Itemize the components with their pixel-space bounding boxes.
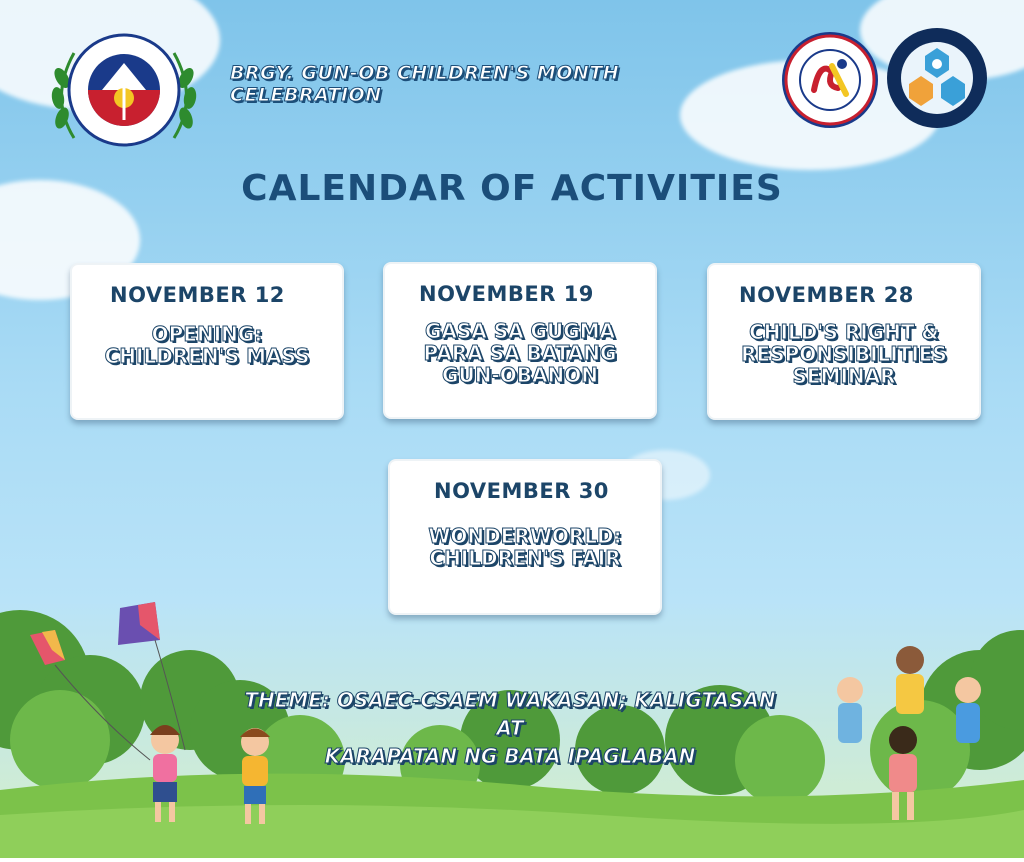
- sk-logo: [780, 30, 880, 130]
- activity-card: [70, 263, 344, 420]
- barangay-official-seal: [44, 28, 204, 156]
- activity-card: [707, 263, 981, 420]
- bcpc-logo: [885, 26, 989, 130]
- activity-date: NOVEMBER 30: [434, 479, 609, 503]
- activity-date: NOVEMBER 28: [739, 283, 914, 307]
- activity-event: GASA SA GUGMA PARA SA BATANG GUN-OBANON: [423, 319, 617, 387]
- activity-event: CHILD'S RIGHT & RESPONSIBILITIES SEMINAR: [741, 320, 947, 388]
- activity-event: OPENING: CHILDREN'S MASS: [104, 322, 310, 368]
- activity-card: [383, 262, 657, 419]
- theme-text: THEME: OSAEC-CSAEM WAKASAN; KALIGTASAN AT KARAPATAN NG BATA IPAGLABAN: [244, 688, 776, 768]
- activity-date: NOVEMBER 12: [110, 283, 285, 307]
- activity-date: NOVEMBER 19: [419, 282, 594, 306]
- header-title: BRGY. GUN-OB CHILDREN'S MONTH CELEBRATION: [230, 62, 620, 106]
- page-title: CALENDAR OF ACTIVITIES: [241, 168, 783, 209]
- activity-event: WONDERWORLD: CHILDREN'S FAIR: [428, 524, 622, 570]
